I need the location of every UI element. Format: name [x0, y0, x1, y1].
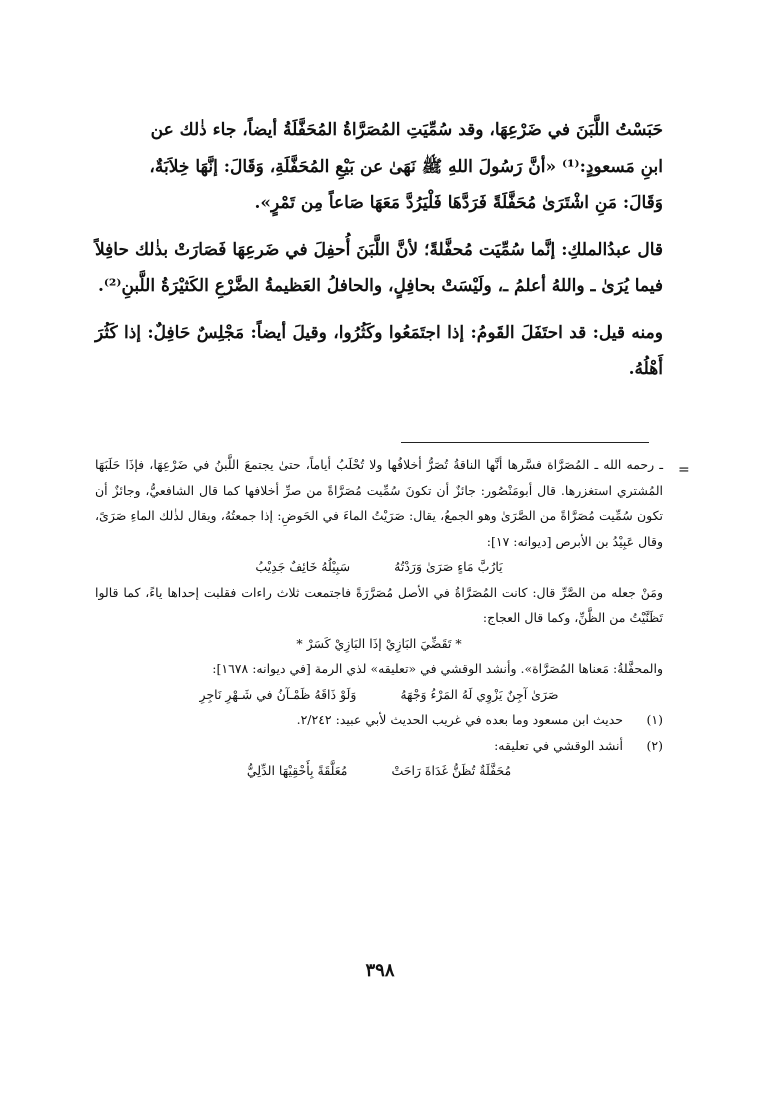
verse-1-first-hemistich: يَارُبَّ مَاءٍ صَرَىٰ وَرَدْتُهُ	[394, 559, 503, 574]
verse-4-second-hemistich: مُعَلَّقَةً بِأَحْقِيْهَا الدِّلِيُّ	[246, 763, 348, 778]
paragraph-1	[95, 112, 663, 222]
footnotes	[95, 452, 663, 784]
footnote-2-text: أنشد الوقشي في تعليقه:	[494, 737, 623, 753]
footnote-cont-p2: ومَنْ جعله من الصَّرِّ قال: كانت المُصَرَّاةُ في الأصل مُصَرَّرَةً فاجتمعت ثلاث راءات فقلبت إحداها ياءً، كما قالوا تَظَنَّيْتُ من الظَّنِّ، وكما قال العجاج:	[95, 584, 663, 625]
verse-4	[95, 758, 663, 784]
page-number: ٣٩٨	[365, 960, 395, 981]
paragraph-1-line-3: وَقَالَ: مَنِ اشْتَرَىٰ مُحَفَّلَةً فَرَدَّهَا فَلْيَرُدَّ مَعَهَا صَاعاً مِن تَمْرٍ».	[254, 193, 663, 213]
footnote-separator	[401, 442, 649, 443]
footnote-cont-p1: ـ رحمه الله ـ المُصَرَّاة فسَّرها أنَّها الناقةُ تُصَرُّ أخلافُها ولا تُحْلَبُ أياماً، حتىٰ يجتمعَ اللَّبنُ في ضَرْعِهَا، فإذَا حَلَبَهَا المُشتري استغزرها. قال أبومَنْصُور: جائزٌ أن تكونَ سُمِّيت مُصَرَّاةً من صرِّ أخلافها كما قال الشافعيُّ، وجائزٌ أن تكون سُمِّيت مُصَرَّاةً من الصَّرَىٰ وهو الجمعُ، يقال: صَرَيْتُ الماءَ في الحَوضِ: إذا جمعتُهُ، ويقال لذٰلك الماءِ صَرَىً، وقال عَبِيْدُ بن الأبرص [ديوانه: ١٧]:	[95, 457, 663, 549]
verse-3-second-hemistich: وَلَوْ ذَاقَهُ ظَمْـآنُ في شَـهْرِ نَاجِرِ	[199, 686, 357, 702]
paragraph-3	[95, 315, 663, 388]
footnote-1	[95, 707, 663, 733]
speaker-label: قال عبدُالملكِ:	[561, 239, 664, 260]
main-text	[95, 112, 663, 388]
footnote-2-number: (٢)	[646, 737, 663, 753]
footnote-cont-p3-wrap	[95, 656, 663, 682]
paragraph-1-line-2: ابنِ مَسعودٍ:⁽¹⁾ «أنَّ رَسُولَ اللهِ ﷺ نَهَىٰ عن بَيْعِ المُحَفَّلَةِ، وَقَالَ: إنَّهَا خِلاَبَةٌ،	[149, 156, 663, 177]
continuation-mark: =	[678, 462, 690, 478]
verse-2: * تَقَضِّيَ البَازِيْ إذَا البَازِيْ كَسَرْ *	[296, 635, 462, 651]
verse-3-first-hemistich: صَرَىٰ آجِنٌ يَزْوِي لَهُ المَرْءُ وَجْهَهُ	[400, 686, 559, 702]
verse-1	[95, 554, 663, 580]
verse-1-second-hemistich: سَبِيْلُهُ خَائِفٌ جَدِيْبُ	[255, 559, 351, 574]
footnote-1-text: حديث ابن مسعود وما بعده في غريب الحديث لأبي عبيد: ٢/٢٤٢.	[296, 712, 623, 727]
footnote-cont-p3: والمحفَّلةُ: مَعناها المُصَرَّاة». وأنشد الوقشي في «تعليقه» لذي الرمة [في ديوانه: ١٦٧٨]:	[212, 661, 663, 676]
footnote-cont-p2-wrap	[95, 580, 663, 631]
footnote-1-number: (١)	[646, 712, 663, 727]
verse-4-first-hemistich: مُحَفَّلَةٌ تُظَنُّ غَدَاةَ رَاحَتْ	[391, 763, 512, 778]
paragraph-3-text: ومنه قيل: قد احتَفَلَ القَومُ: إذا اجتَمَعُوا وكَثُرُوا، وقيلَ أيضاً: مَجْلِسٌ حَافِلٌ: إذا كَثُرَ أَهْلُهُ.	[95, 322, 663, 379]
footnote-2	[95, 733, 663, 759]
paragraph-1-line-1: حَبَسْتُ اللَّبَنَ في ضَرْعِهَا، وقد سُمِّيَتِ المُصَرَّاةُ المُحَفَّلَةُ أيضاً، جاء ذٰلك عن	[150, 120, 663, 140]
verse-3	[95, 682, 663, 708]
paragraph-2	[95, 232, 663, 305]
footnote-continuation	[95, 452, 663, 554]
paragraph-2-text: إنَّما سُمِّيَت مُحفَّلةً؛ لأنَّ اللَّبَنَ أُحفِلَ في ضَرعِهَا فَصَارَتْ بذٰلك حافِلاً فيما يُرَىٰ ـ واللهُ أعلمُ ـ، ولَيْسَتْ بحافِلٍ، والحافلُ العَظيمةُ الضَّرْعِ الكَثيْرَةُ اللَّبنِ⁽²⁾.	[95, 239, 663, 296]
